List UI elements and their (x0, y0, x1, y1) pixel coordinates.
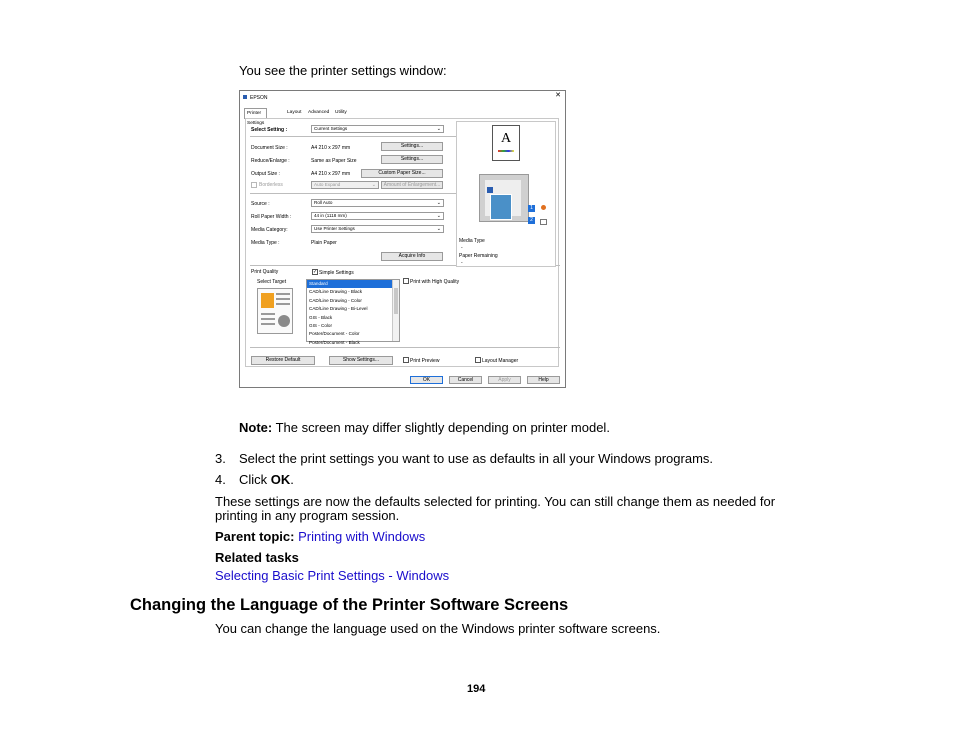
epson-app-icon (243, 95, 247, 99)
chevron-down-icon: ⌄ (436, 126, 441, 132)
step-3-number: 3. (215, 451, 226, 466)
list-item[interactable]: CAD/Line Drawing - Color (309, 297, 362, 303)
ok-button[interactable]: OK (410, 376, 443, 384)
page-number: 194 (467, 683, 486, 695)
media-category-label: Media Category: (251, 227, 288, 233)
parent-topic-link[interactable]: Printing with Windows (298, 529, 426, 544)
auto-expand-dropdown[interactable] (311, 181, 379, 189)
list-item[interactable]: CAD/Line Drawing - Bi-Level (309, 306, 368, 312)
restore-default-button[interactable]: Restore Default (251, 356, 315, 365)
parent-topic (215, 529, 425, 544)
custom-paper-size-button[interactable]: Custom Paper Size... (361, 169, 443, 178)
printer-settings-window (239, 90, 566, 388)
target-list[interactable] (306, 279, 400, 345)
note-text: The screen may differ slightly depending on printer model. (272, 420, 610, 435)
step-4-number: 4. (215, 472, 226, 487)
close-icon[interactable]: ✕ (555, 92, 561, 99)
roll-paper-width-label: Roll Paper Width : (251, 214, 292, 220)
media-category-dropdown[interactable] (311, 225, 444, 233)
printer-illustration (479, 174, 529, 224)
document-quality-icon (257, 288, 293, 334)
list-item[interactable]: GIS - Color (309, 322, 332, 328)
reduce-enlarge-value: Same as Paper Size (311, 158, 357, 164)
paper-preview (492, 125, 520, 161)
roll-2-badge: 2 (528, 217, 535, 224)
select-setting-dropdown[interactable] (311, 125, 444, 133)
select-target-label: Select Target (257, 279, 287, 285)
layout-manager-label: Layout Manager (482, 358, 519, 364)
list-item[interactable]: GIS - Black (309, 314, 333, 320)
preview-letter: A (500, 131, 512, 146)
list-item[interactable]: Poster/Document - Black (309, 339, 360, 345)
reduce-enlarge-label: Reduce/Enlarge : (251, 158, 290, 164)
print-preview-label: Print Preview (410, 358, 440, 364)
chevron-down-icon: ⌄ (436, 226, 441, 232)
ink-status-icon (541, 205, 546, 210)
roll-paper-width-dropdown[interactable] (311, 212, 444, 220)
preview-paper-remaining-label: Paper Remaining (459, 253, 498, 259)
step-3-text: Select the print settings you want to use as defaults in all your Windows programs. (239, 451, 714, 466)
divider (250, 193, 456, 194)
output-size-value: A4 210 x 297 mm (311, 171, 351, 177)
intro-text: You see the printer settings window: (239, 63, 447, 78)
layout-manager-checkbox[interactable] (475, 357, 481, 363)
help-button[interactable]: Help (527, 376, 560, 384)
note-label: Note: (239, 420, 273, 435)
chevron-down-icon: ⌄ (371, 182, 376, 188)
amount-enlargement-button[interactable]: Amount of Enlargement... (381, 181, 443, 189)
document-size-label: Document Size : (251, 145, 288, 151)
source-dropdown[interactable] (311, 199, 444, 207)
cancel-button[interactable]: Cancel (449, 376, 482, 384)
tab-advanced[interactable]: Advanced (308, 110, 330, 115)
tab-layout[interactable]: Layout (287, 110, 302, 115)
print-quality-label: Print Quality (251, 269, 279, 275)
reduce-settings-button[interactable]: Settings... (381, 155, 443, 164)
acquire-info-button[interactable]: Acquire Info (381, 252, 443, 261)
roll-1-badge: 1 (528, 205, 535, 212)
print-preview-checkbox[interactable] (403, 357, 409, 363)
parent-topic-label: Parent topic: (215, 529, 295, 544)
media-category-value: Use Printer Settings (314, 226, 355, 231)
roll-paper-width-value: 44 in (1118 mm) (314, 213, 347, 218)
monitor-icon (540, 219, 547, 225)
list-item[interactable]: Poster/Document - Color (309, 331, 360, 337)
preview-media-type-value: - (461, 245, 463, 251)
select-setting-value: Current Settings (314, 126, 348, 131)
section-body: You can change the language used on the Windows printer software screens. (215, 621, 661, 636)
show-settings-button[interactable]: Show Settings... (329, 356, 393, 365)
chevron-down-icon: ⌄ (436, 200, 441, 206)
source-value: Roll Auto (314, 200, 333, 205)
list-item[interactable]: CAD/Line Drawing - Black (309, 289, 363, 295)
divider (250, 136, 456, 137)
section-heading: Changing the Language of the Printer Software Screens (130, 596, 569, 614)
document-size-value: A4 210 x 297 mm (311, 145, 351, 151)
body-paragraph-line-1: These settings are now the defaults selected for printing. You can still change them as needed for (215, 494, 776, 509)
preview-panel (456, 121, 556, 267)
high-quality-label: Print with High Quality (410, 279, 460, 285)
note (239, 420, 610, 435)
output-size-label: Output Size : (251, 171, 280, 177)
preview-media-type-label: Media Type (459, 238, 485, 244)
chevron-down-icon: ⌄ (436, 213, 441, 219)
preview-paper-remaining-value: - (461, 260, 463, 266)
ok-emphasis: OK (270, 472, 291, 487)
tab-printer-settings[interactable]: Printer Settings (244, 108, 267, 119)
related-task-link[interactable]: Selecting Basic Print Settings - Windows (215, 568, 450, 583)
simple-settings-label: Simple Settings (319, 270, 354, 276)
auto-expand-value: Auto Expand (314, 182, 341, 187)
body-paragraph-line-2: printing in any program session. (215, 508, 400, 523)
tab-utility[interactable]: Utility (335, 110, 347, 115)
related-tasks-heading: Related tasks (215, 550, 299, 565)
media-type-value: Plain Paper (311, 240, 337, 246)
borderless-label: Borderless (259, 182, 283, 188)
step-4-text: Click OK. (239, 472, 294, 487)
apply-button[interactable]: Apply (488, 376, 521, 384)
document-settings-button[interactable]: Settings... (381, 142, 443, 151)
select-setting-label: Select Setting : (251, 127, 288, 133)
window-title: EPSON (250, 95, 268, 101)
list-item[interactable]: Standard (307, 280, 399, 288)
list-scrollbar[interactable] (392, 280, 399, 341)
media-type-label: Media Type : (251, 240, 280, 246)
divider (250, 347, 560, 348)
borderless-checkbox[interactable] (251, 182, 257, 188)
high-quality-checkbox[interactable] (403, 278, 409, 284)
simple-settings-checkbox[interactable]: ✓ (313, 269, 318, 275)
source-label: Source : (251, 201, 270, 207)
